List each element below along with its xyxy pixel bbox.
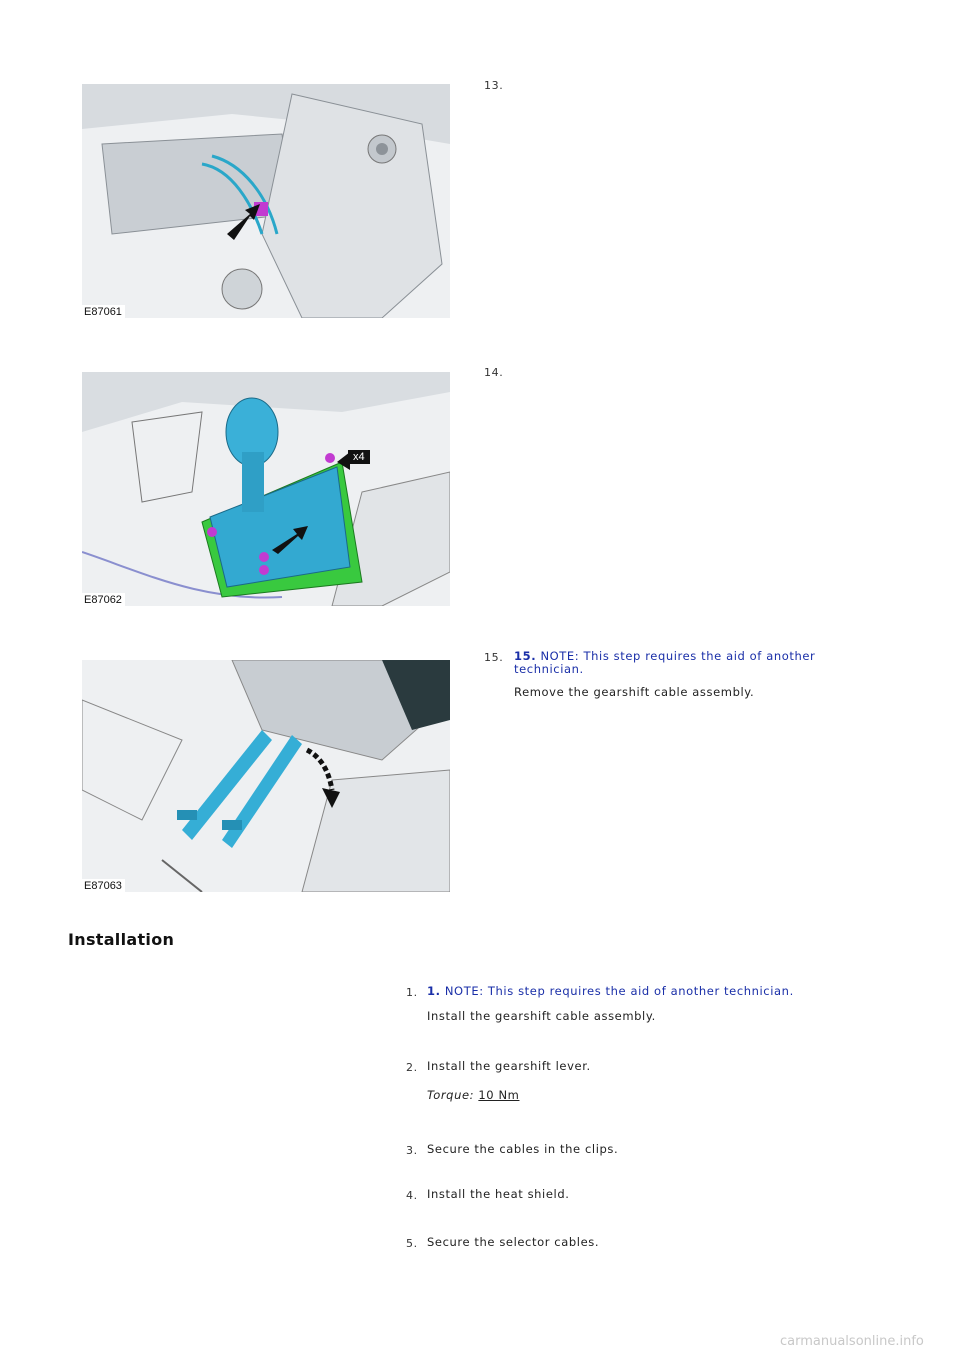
figure-label: E87062 — [82, 593, 125, 606]
step-number: 1. — [406, 986, 418, 999]
step-instruction: Install the heat shield. — [427, 1187, 570, 1201]
figure-label: E87063 — [82, 879, 125, 892]
step-number: 5. — [406, 1237, 418, 1250]
figure-label: E87061 — [82, 305, 125, 318]
step-instruction: Install the gearshift cable assembly. — [427, 1009, 656, 1023]
step-number: 2. — [406, 1061, 418, 1074]
gearshift-cable-clip-illustration — [82, 84, 450, 318]
torque-label: Torque: — [427, 1088, 475, 1102]
step-instruction: Install the gearshift lever. — [427, 1059, 591, 1073]
note-text: NOTE: This step requires the aid of another technician. — [444, 984, 794, 998]
note-text: NOTE: This step requires the aid of another technician. — [514, 649, 816, 676]
figure-e87062 — [82, 372, 450, 606]
gearshift-lever-assembly-illustration — [82, 372, 450, 606]
note-step-ref: 1. — [427, 984, 441, 998]
step-note — [514, 650, 844, 676]
step-instruction: Secure the cables in the clips. — [427, 1142, 619, 1156]
gearshift-cable-removal-illustration — [82, 660, 450, 892]
step-note — [427, 985, 847, 998]
watermark: carmanualsonline.info — [780, 1334, 924, 1349]
step-15-content — [514, 650, 844, 699]
install-step-1-content — [427, 985, 847, 1023]
note-step-ref: 15. — [514, 649, 537, 663]
step-number: 13. — [484, 79, 504, 92]
torque-spec — [427, 1089, 847, 1102]
step-number: 3. — [406, 1144, 418, 1157]
figure-e87063 — [82, 660, 450, 892]
quantity-callout: x4 — [348, 450, 370, 464]
step-instruction: Secure the selector cables. — [427, 1235, 600, 1249]
step-number: 4. — [406, 1189, 418, 1202]
torque-value: 10 Nm — [478, 1088, 520, 1102]
step-instruction: Remove the gearshift cable assembly. — [514, 685, 755, 699]
step-number: 15. — [484, 651, 504, 664]
step-number: 14. — [484, 366, 504, 379]
section-heading-installation: Installation — [68, 930, 175, 949]
install-step-2-content — [427, 1060, 847, 1102]
figure-e87061 — [82, 84, 450, 318]
